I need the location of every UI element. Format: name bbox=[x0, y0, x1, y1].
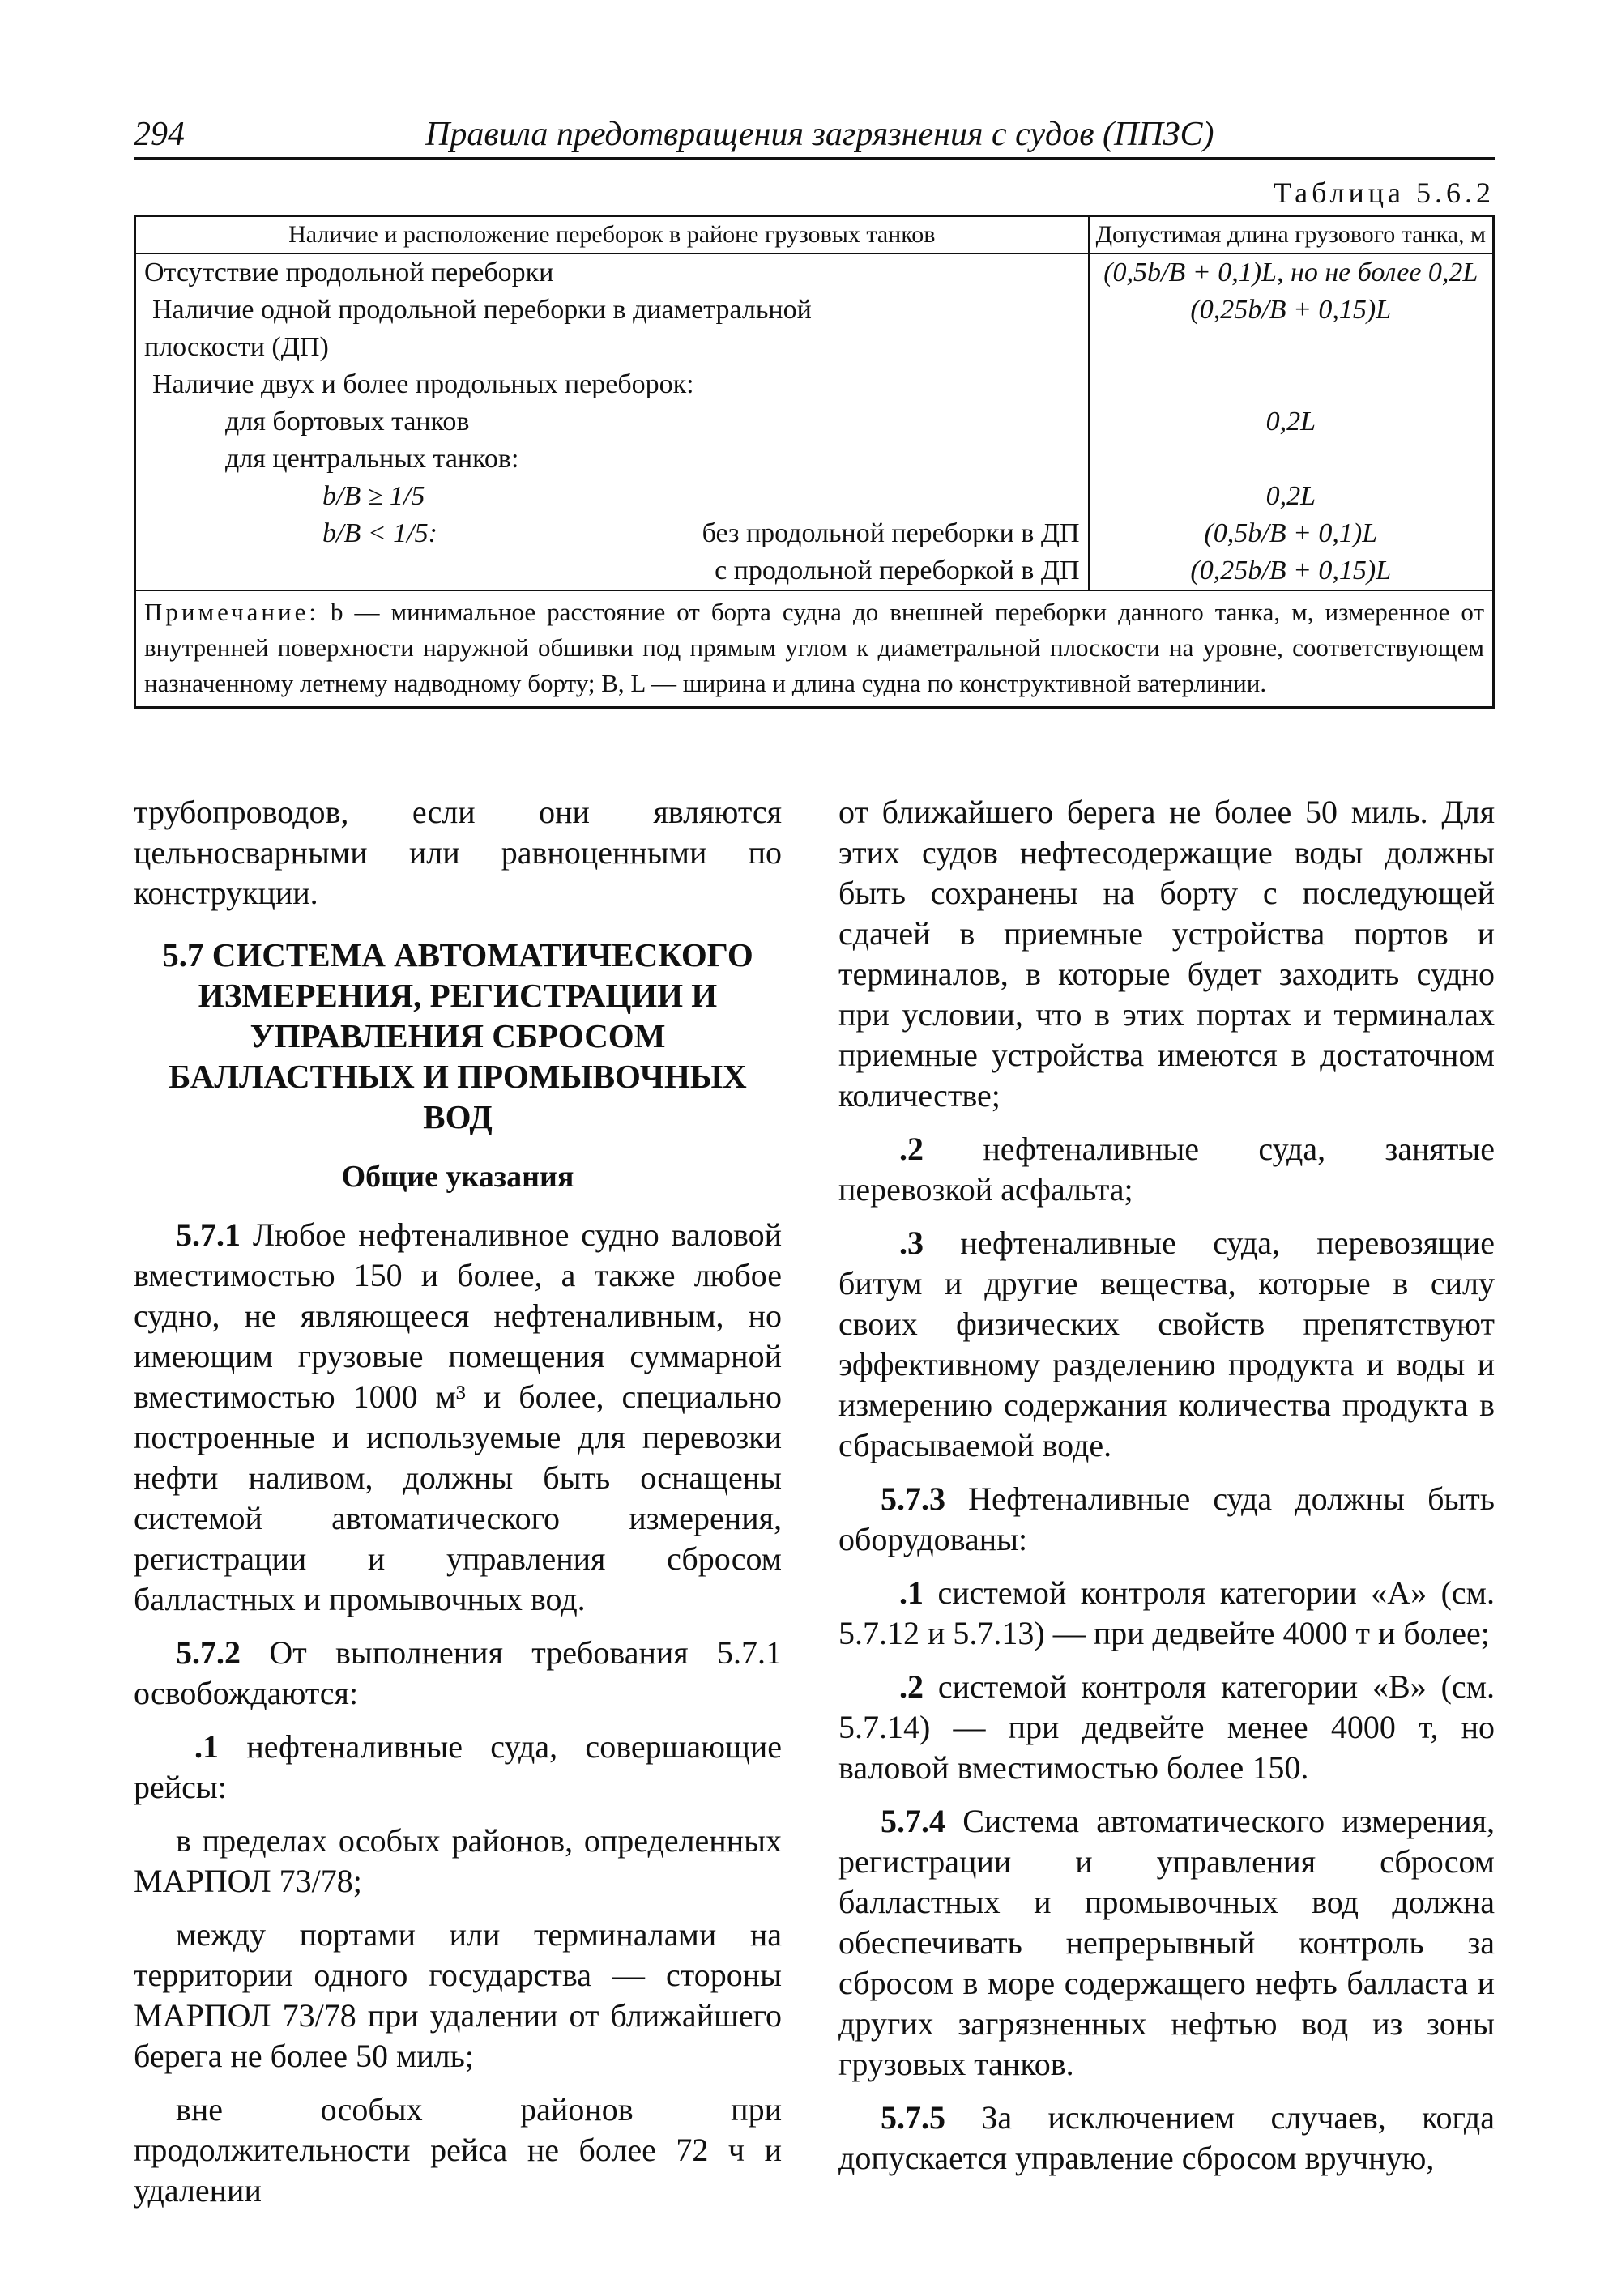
table-cell: (0,5b/B + 0,1)L, но не более 0,2L bbox=[1103, 258, 1478, 288]
table-cell bbox=[1089, 441, 1494, 478]
page-header bbox=[134, 112, 1495, 160]
table-cell-split bbox=[322, 515, 1080, 552]
table-row bbox=[135, 403, 1494, 441]
list-subitem: между портами или терминалами на территории одного государства — стороны МАРПОЛ 73/78 при удалении от ближайшего берега не более 50 миль; bbox=[134, 1916, 782, 2074]
ratio-condition: b/B < 1/5: bbox=[322, 518, 437, 548]
table-row bbox=[135, 329, 1494, 366]
subsection-heading: Общие указания bbox=[341, 1160, 574, 1194]
table-row bbox=[135, 515, 1494, 552]
clause-text: За исключением случаев, когда допускается управление сбросом вручную, bbox=[838, 2099, 1495, 2176]
clause-number: 5.7.4 bbox=[881, 1803, 945, 1839]
note-lead: Примечание: bbox=[144, 598, 319, 626]
table-caption: Таблица 5.6.2 bbox=[1274, 177, 1495, 209]
table-cell: с продольной переборкой в ДП bbox=[135, 552, 1089, 590]
list-item bbox=[134, 1727, 782, 1808]
table-row bbox=[135, 253, 1494, 292]
item-number: .1 bbox=[899, 1574, 924, 1611]
table-note bbox=[135, 590, 1494, 708]
clause-text: От выполнения требования 5.7.1 освобождаются: bbox=[134, 1634, 782, 1711]
table-cell: 0,2L bbox=[1265, 407, 1316, 437]
table-cell: Наличие одной продольной переборки в диаметральной bbox=[135, 292, 1089, 329]
section-heading: 5.7 СИСТЕМА АВТОМАТИЧЕСКОГО ИЗМЕРЕНИЯ, РЕГИСТРАЦИИ И УПРАВЛЕНИЯ СБРОСОМ БАЛЛАСТНЫХ И ПРОМЫВОЧНЫХ ВОД bbox=[162, 936, 753, 1135]
page-number: 294 bbox=[134, 116, 185, 153]
table-cell: b/B ≥ 1/5 bbox=[135, 478, 1089, 515]
clause-text: Нефтеналивные суда должны быть оборудованы: bbox=[838, 1480, 1495, 1557]
clause-text: Система автоматического измерения, регистрации и управления сбросом балластных и промывочных вод должна обеспечивать непрерывный контроль за сбросом в море содержащего нефть балласта и других загрязненных нефтью вод из зоны грузовых танков. bbox=[838, 1803, 1495, 2082]
paragraph-5-7-1 bbox=[134, 1215, 782, 1620]
left-column bbox=[134, 792, 782, 2224]
table-row bbox=[135, 366, 1494, 403]
table-cell: Отсутствие продольной переборки bbox=[135, 253, 1089, 292]
table-cell bbox=[135, 515, 1089, 552]
table-cell: (0,25b/B + 0,15)L bbox=[1190, 556, 1392, 586]
table-cell bbox=[1089, 329, 1494, 366]
table-row bbox=[135, 478, 1494, 515]
paragraph-5-7-4 bbox=[838, 1801, 1495, 2085]
list-item bbox=[838, 1223, 1495, 1466]
clause-number: 5.7.2 bbox=[176, 1634, 241, 1671]
table-col2-header: Допустимая длина грузового танка, м bbox=[1089, 216, 1494, 254]
table-cell: плоскости (ДП) bbox=[135, 329, 1089, 366]
table-col1-header: Наличие и расположение переборок в районе грузовых танков bbox=[135, 216, 1089, 254]
item-number: .1 bbox=[194, 1728, 219, 1765]
table-cell bbox=[1089, 366, 1494, 403]
running-title: Правила предотвращения загрязнения с судов (ППЗС) bbox=[425, 116, 1214, 153]
item-number: .3 bbox=[899, 1225, 924, 1261]
item-text: системой контроля категории «А» (см. 5.7.12 и 5.7.13) — при дедвейте 4000 т и более; bbox=[838, 1574, 1495, 1651]
table-cell: (0,25b/B + 0,15)L bbox=[1190, 295, 1392, 325]
item-number: .2 bbox=[899, 1131, 924, 1167]
table-cell: 0,2L bbox=[1265, 481, 1316, 511]
clause-number: 5.7.1 bbox=[176, 1216, 241, 1253]
list-item bbox=[838, 1573, 1495, 1654]
table-row bbox=[135, 552, 1494, 590]
clause-number: 5.7.5 bbox=[881, 2099, 945, 2136]
table-cell: (0,5b/B + 0,1)L bbox=[1204, 518, 1378, 548]
item-text: системой контроля категории «В» (см. 5.7.14) — при дедвейте менее 4000 т, но валовой вместимостью более 150. bbox=[838, 1668, 1495, 1786]
paragraph-5-7-2 bbox=[134, 1633, 782, 1714]
continuation-paragraph: от ближайшего берега не более 50 миль. Для этих судов нефтесодержащие воды должны быть сохранены на борту с последующей сдачей в приемные устройства портов и терминалов, в которые будет заходить судно при условии, что в этих портах и терминалах приемные устройства имеются в достаточном количестве; bbox=[838, 794, 1495, 1114]
continuation-paragraph: трубопроводов, если они являются цельносварными или равноценными по конструкции. bbox=[134, 794, 782, 911]
right-column bbox=[838, 792, 1495, 2192]
table-cell: для центральных танков: bbox=[135, 441, 1089, 478]
bulkhead-condition: без продольной переборки в ДП bbox=[702, 518, 1080, 548]
table-cell: Наличие двух и более продольных переборок: bbox=[135, 366, 1089, 403]
clause-text: Любое нефтеналивное судно валовой вместимостью 150 и более, а также любое судно, не являющееся нефтеналивным, но имеющим грузовые помещения суммарной вместимостью 1000 м³ и более, специально построенные и используемые для перевозки нефти наливом, должны быть оснащены системой автоматического измерения, регистрации и управления сбросом балластных и промывочных вод. bbox=[134, 1216, 783, 1617]
list-subitem: в пределах особых районов, определенных МАРПОЛ 73/78; bbox=[134, 1822, 782, 1899]
note-text: b — минимальное расстояние от борта судна до внешней переборки данного танка, м, измеренное от внутренней поверхности наружной обшивки под прямым углом к диаметральной плоскости на уровне, соответствующем назначенному летнему надводному борту; B, L — ширина и длина судна по конструктивной ватерлинии. bbox=[144, 598, 1484, 697]
table-cell: для бортовых танков bbox=[135, 403, 1089, 441]
item-text: нефтеналивные суда, совершающие рейсы: bbox=[134, 1728, 782, 1805]
list-item bbox=[838, 1667, 1495, 1788]
paragraph-5-7-3 bbox=[838, 1479, 1495, 1560]
clause-number: 5.7.3 bbox=[881, 1480, 945, 1517]
list-item bbox=[838, 1129, 1495, 1210]
item-number: .2 bbox=[899, 1668, 924, 1705]
item-text: нефтеналивные суда, занятые перевозкой асфальта; bbox=[838, 1131, 1495, 1208]
bulkhead-table bbox=[134, 215, 1495, 709]
list-subitem: вне особых районов при продолжительности рейса не более 72 ч и удалении bbox=[134, 2091, 782, 2209]
table-note-row bbox=[135, 590, 1494, 708]
paragraph-5-7-5 bbox=[838, 2098, 1495, 2179]
table-row bbox=[135, 441, 1494, 478]
table-header-row bbox=[135, 216, 1494, 254]
item-text: нефтеналивные суда, перевозящие битум и другие вещества, которые в силу своих физических свойств препятствуют эффективному разделению продукта и воды и измерению содержания количества продукта в сбрасываемой воде. bbox=[838, 1225, 1495, 1463]
table-row bbox=[135, 292, 1494, 329]
